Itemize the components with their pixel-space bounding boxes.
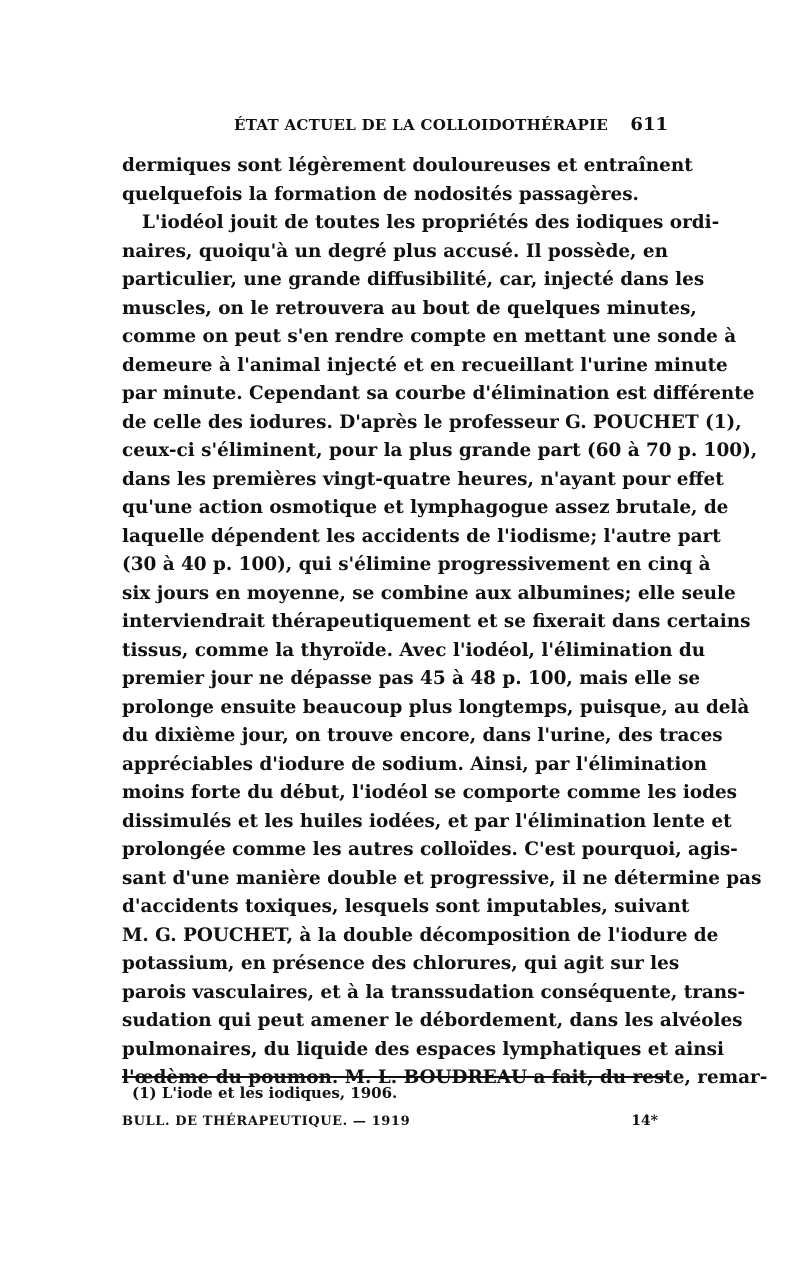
- text-line: naires, quoiqu'à un degré plus accusé. Il possède, en: [122, 240, 668, 262]
- text-line: quelquefois la formation de nodosités passagères.: [122, 183, 639, 205]
- text-line: tissus, comme la thyroïde. Avec l'iodéol, l'élimination du: [122, 639, 706, 661]
- text-line: demeure à l'animal injecté et en recueillant l'urine minute: [122, 354, 728, 376]
- text-line: de celle des iodures. D'après le professeur G. POUCHET (1),: [122, 411, 742, 433]
- text-line: pulmonaires, du liquide des espaces lymphatiques et ainsi: [122, 1038, 725, 1060]
- text-line: laquelle dépendent les accidents de l'iodisme; l'autre part: [122, 525, 721, 547]
- signature-mark: 14*: [631, 1113, 658, 1129]
- text-line: sant d'une manière double et progressive, il ne détermine pas: [122, 867, 762, 889]
- text-line: interviendrait thérapeutiquement et se fixerait dans certains: [122, 611, 751, 632]
- signature-line: [122, 1114, 668, 1136]
- text-line: ceux-ci s'éliminent, pour la plus grande part (60 à 70 p. 100),: [122, 440, 758, 461]
- text-line: particulier, une grande diffusibilité, car, injecté dans les: [122, 269, 705, 290]
- running-title: ÉTAT ACTUEL DE LA COLLOIDOTHÉRAPIE: [234, 116, 609, 134]
- text-line: qu'une action osmotique et lymphagogue assez brutale, de: [122, 497, 729, 518]
- text-line: prolonge ensuite beaucoup plus longtemps, puisque, au delà: [122, 696, 750, 718]
- page-number: 611: [630, 114, 668, 135]
- text-line: parois vasculaires, et à la transsudation conséquente, trans-: [122, 981, 746, 1003]
- text-line: moins forte du début, l'iodéol se comporte comme les iodes: [122, 782, 737, 803]
- text-line: du dixième jour, on trouve encore, dans l'urine, des traces: [122, 725, 723, 746]
- text-line: six jours en moyenne, se combine aux albumines; elle seule: [122, 582, 736, 604]
- text-line: dermiques sont légèrement douloureuses et entraînent: [122, 155, 693, 176]
- journal-signature: BULL. DE THÉRAPEUTIQUE. — 1919: [122, 1114, 411, 1129]
- text-line: sudation qui peut amener le débordement, dans les alvéoles: [122, 1010, 743, 1031]
- text-line: d'accidents toxiques, lesquels sont imputables, suivant: [122, 896, 690, 917]
- body-text: [122, 152, 768, 1093]
- running-head: [122, 112, 668, 142]
- text-line: l'œdème du poumon. M. L. BOUDREAU a fait, du reste, remar-: [122, 1067, 768, 1088]
- text-line: premier jour ne dépasse pas 45 à 48 p. 100, mais elle se: [122, 668, 701, 689]
- text-line: dissimulés et les huiles iodées, et par l'élimination lente et: [122, 810, 732, 832]
- text-line: appréciables d'iodure de sodium. Ainsi, par l'élimination: [122, 753, 708, 775]
- text-line: prolongée comme les autres colloïdes. C'est pourquoi, agis-: [122, 839, 738, 860]
- text-line: dans les premières vingt-quatre heures, n'ayant pour effet: [122, 468, 724, 490]
- text-line: par minute. Cependant sa courbe d'élimination est différente: [122, 383, 755, 404]
- footnote-rule: [122, 1076, 668, 1078]
- text-line: comme on peut s'en rendre compte en mettant une sonde à: [122, 326, 737, 347]
- text-line: L'iodéol jouit de toutes les propriétés des iodiques ordi-: [142, 212, 720, 233]
- text-line: potassium, en présence des chlorures, qui agit sur les: [122, 953, 680, 974]
- footnote: (1) L'iode et les iodiques, 1906.: [132, 1084, 398, 1102]
- text-line: M. G. POUCHET, à la double décomposition de l'iodure de: [122, 924, 719, 946]
- text-line: (30 à 40 p. 100), qui s'élimine progressivement en cinq à: [122, 554, 711, 575]
- text-line: muscles, on le retrouvera au bout de quelques minutes,: [122, 297, 697, 319]
